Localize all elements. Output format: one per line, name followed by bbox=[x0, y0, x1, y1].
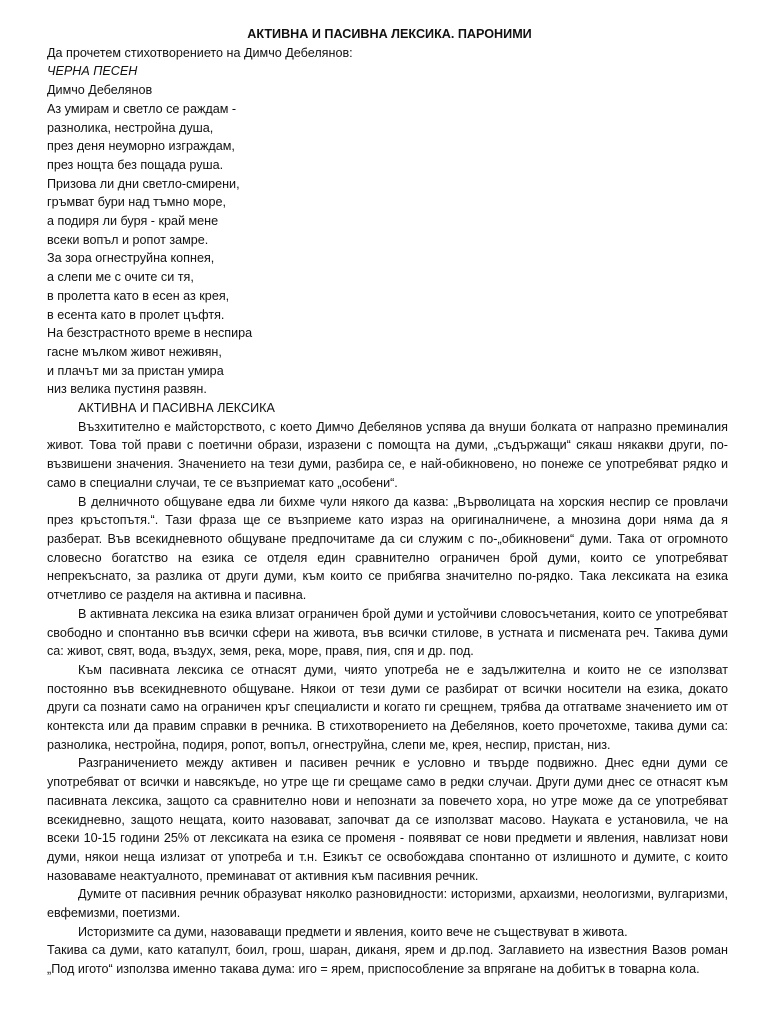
body-paragraph: Възхитително е майсторството, с което Димчо Дебелянов успява да внуши болката от напразно преминалия живот. Това той прави с поетични образи, изразени с помощта на думи, „съдържащи“ сякаш някакви други, по-възвишени значения. Значението на тези думи, разбира се, е най-обикновено, но понеже се употребяват рядко и само в специални случаи, те се възприемат като „особени“. bbox=[47, 419, 728, 490]
poem-line: в пролетта като в есен аз крея, bbox=[47, 288, 230, 303]
poem-line: гасне мълком живот неживян, bbox=[47, 344, 222, 359]
poem-line: а подиря ли буря - край мене bbox=[47, 214, 219, 229]
body-paragraph: Думите от пасивния речник образуват няколко разновидности: историзми, архаизми, неологизми, вулгаризми, евфемизми, поетизми. bbox=[47, 887, 728, 921]
section-heading: АКТИВНА И ПАСИВНА ЛЕКСИКА bbox=[78, 401, 275, 416]
poem-line: а слепи ме с очите си тя, bbox=[47, 270, 194, 285]
document-title: АКТИВНА И ПАСИВНА ЛЕКСИКА. ПАРОНИМИ bbox=[247, 27, 532, 41]
body-paragraph: Разграничението между активен и пасивен речник е условно и твърде подвижно. Днес едни думи се употребяват от всички и навсякъде, но утре ще ги срещаме само в редки случаи. Други думи днес се отнасят към пасивната лексика, защото са сравнително нови и непознати за повечето хора, но утре може да се употребяват всекидневно, защото нещата, които назовават, започват да се използват масово. Науката е установила, че на всеки 10-15 години 25% от лексиката на езика се променя - появяват се нови предмети и явления, навлизат нови думи, някои неща излизат от употреба и т.н. Езикът се освобождава спонтанно от излишното и думите, с които назоваваме неактуалното, преминават от активния към пасивния речник. bbox=[47, 756, 728, 883]
body-paragraph: Историзмите са думи, назоваващи предмети и явления, които вече не съществуват в живота. bbox=[78, 924, 628, 939]
body-paragraph: В активната лексика на езика влизат ограничен брой думи и устойчиви словосъчетания, които се употребяват свободно и спонтанно във всички сфери на живота, във всички стилове, в устната и писмената реч. Такива думи са: живот, свят, вода, въздух, земя, река, море, правя, пия, спя и др. под. bbox=[47, 606, 728, 659]
poem-line: през деня неуморно изграждам, bbox=[47, 139, 235, 154]
body-paragraph: В делничното общуване едва ли бихме чули някого да казва: „Върволицата на хорския неспир се провлачи през кръстопътя.“. Тази фраза ще се възприеме като израз на оригиналничене, а мнозина дори няма да я разберат. Във всекидневното общуване предпочитаме да си служим с по-„обикновени“ думи. Така от огромното словесно богатство на езика се отделя един сравнително ограничен брой думи, които се употребяват непрекъснато, за разлика от други думи, към които се прибягва значително по-рядко. Така лексиката на езика отчетливо се разделя на активна и пасивна. bbox=[47, 494, 728, 603]
body-paragraph: Към пасивната лексика се отнасят думи, чиято употреба не е задължителна и които не се използват постоянно във всекидневното общуване. Някои от тези думи се разбират от всички носители на езика, докато други са познати само на ограничен кръг специалисти и когато ги срещнем, трябва да отгатваме значението им от контекста или да правим справки в речника. В стихотворението на Дебелянов, което прочетохме, такива думи са: разнолика, нестройна, подиря, ропот, вопъл, огнеструйна, слепи ме, крея, неспир, пристан, низ. bbox=[47, 662, 728, 752]
poem-line: през нощта без пощада руша. bbox=[47, 157, 224, 172]
final-paragraph: Такива са думи, като катапулт, боил, грош, шаран, диканя, ярем и др.под. Заглавието на известния Вазов роман „Под игото“ използва именно такава дума: иго = ярем, приспособление за впрягане на добитък в товарна кола. bbox=[47, 943, 728, 977]
poem-line: За зора огнеструйна копнея, bbox=[47, 251, 215, 266]
poem-line: и плачът ми за пристан умира bbox=[47, 363, 224, 378]
poem-title: ЧЕРНА ПЕСЕН bbox=[47, 64, 138, 79]
poem-line: гръмват бури над тъмно море, bbox=[47, 195, 227, 210]
poem-body bbox=[47, 100, 728, 399]
poem-line: в есента като в пролет цъфтя. bbox=[47, 307, 225, 322]
poem-line: разнолика, нестройна душа, bbox=[47, 120, 214, 135]
poem-line: всеки вопъл и ропот замре. bbox=[47, 232, 209, 247]
poem-line: На безстрастното време в неспира bbox=[47, 326, 253, 341]
poem-author: Димчо Дебелянов bbox=[47, 83, 153, 98]
intro-line: Да прочетем стихотворението на Димчо Дебелянов: bbox=[47, 45, 353, 60]
poem-line: низ велика пустиня развян. bbox=[47, 382, 207, 397]
poem-line: Призова ли дни светло-смирени, bbox=[47, 176, 240, 191]
poem-line: Аз умирам и светло се раждам - bbox=[47, 101, 237, 116]
